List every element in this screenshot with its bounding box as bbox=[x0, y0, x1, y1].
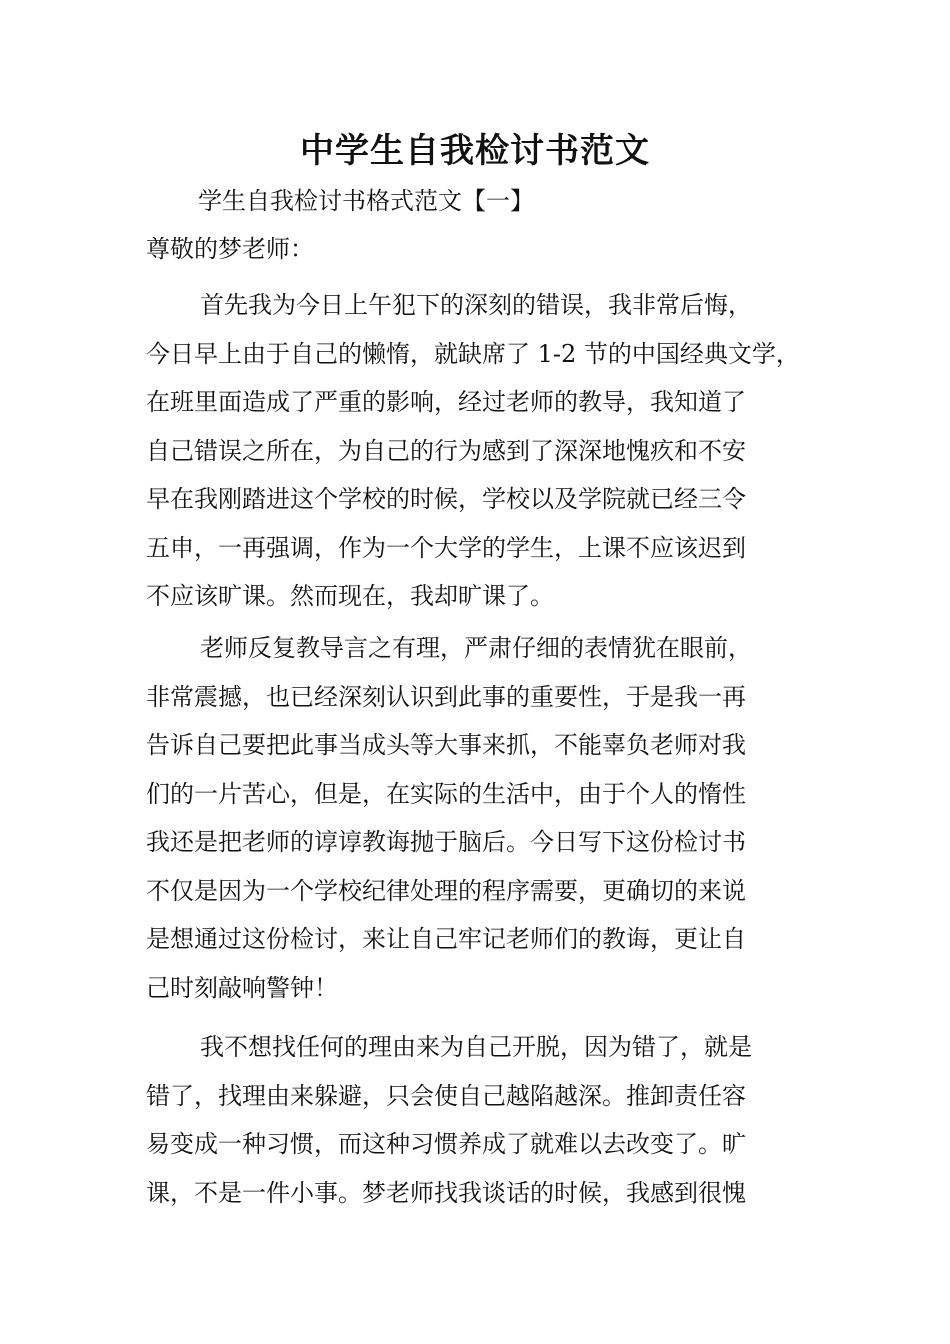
paragraph-3 bbox=[146, 1023, 816, 1217]
paragraph-line: 首先我为今日上午犯下的深刻的错误，我非常后悔， bbox=[200, 291, 752, 319]
paragraph-line: 我还是把老师的谆谆教诲抛于脑后。今日写下这份检讨书 bbox=[146, 828, 746, 856]
paragraph-line: 是想通过这份检讨，来让自己牢记老师们的教诲，更让自 bbox=[146, 925, 746, 953]
document-subtitle: 学生自我检讨书格式范文【一】 bbox=[198, 187, 534, 215]
paragraph-line: 今日早上由于自己的懒惰，就缺席了 1-2 节的中国经典文学， bbox=[146, 339, 800, 368]
paragraph-line: 告诉自己要把此事当成头等大事来抓，不能辜负老师对我 bbox=[146, 731, 746, 759]
paragraph-line: 们的一片苦心，但是，在实际的生活中，由于个人的惰性 bbox=[146, 779, 746, 808]
paragraph-line: 不仅是因为一个学校纪律处理的程序需要，更确切的来说 bbox=[146, 876, 746, 905]
paragraph-line: 非常震撼，也已经深刻认识到此事的重要性，于是我一再 bbox=[146, 682, 746, 711]
paragraph-line: 五申，一再强调，作为一个大学的学生，上课不应该迟到 bbox=[146, 533, 746, 562]
paragraph-line: 不应该旷课。然而现在，我却旷课了。 bbox=[146, 582, 554, 610]
paragraph-line: 早在我刚踏进这个学校的时候，学校以及学院就已经三令 bbox=[146, 485, 746, 513]
paragraph-line: 自己错误之所在，为自己的行为感到了深深地愧疚和不安 bbox=[146, 436, 746, 465]
paragraph-line: 老师反复教导言之有理，严肃仔细的表情犹在眼前， bbox=[200, 634, 752, 662]
paragraph-line: 易变成一种习惯，而这种习惯养成了就难以去改变了。旷 bbox=[146, 1130, 746, 1158]
paragraph-line: 错了，找理由来躲避，只会使自己越陷越深。推卸责任容 bbox=[146, 1081, 746, 1110]
paragraph-2 bbox=[146, 624, 816, 1012]
paragraph-line: 我不想找任何的理由来为自己开脱，因为错了，就是 bbox=[200, 1033, 752, 1061]
document-title: 中学生自我检讨书范文 bbox=[300, 131, 650, 171]
paragraph-line: 己时刻敲响警钟！ bbox=[146, 973, 338, 1002]
salutation: 尊敬的梦老师： bbox=[146, 235, 314, 263]
paragraph-line: 在班里面造成了严重的影响，经过老师的教导，我知道了 bbox=[146, 388, 746, 416]
paragraph-line: 课，不是一件小事。梦老师找我谈话的时候，我感到很愧 bbox=[146, 1178, 746, 1207]
paragraph-1 bbox=[146, 281, 816, 621]
